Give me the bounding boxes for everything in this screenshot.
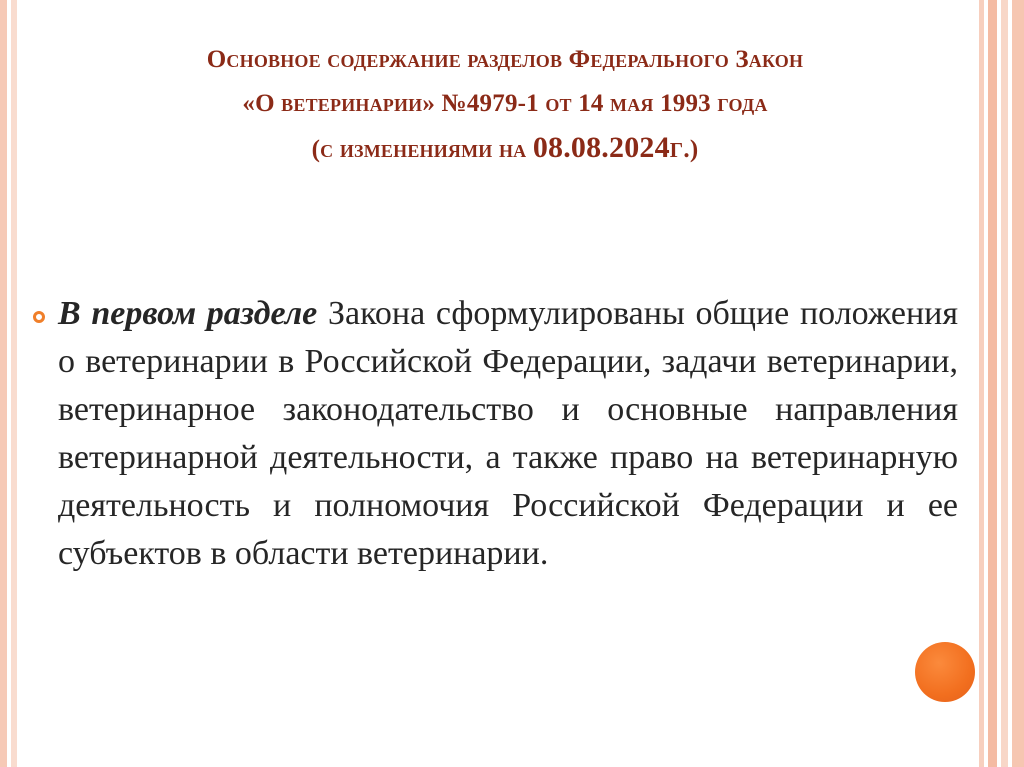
left-decor-stripe-outer	[0, 0, 7, 767]
bullet-item	[33, 290, 958, 578]
orange-circle-decoration	[915, 642, 975, 702]
ring-bullet-icon	[33, 311, 45, 323]
slide-title-line-3	[40, 126, 970, 172]
right-decor-stripe-c	[1001, 0, 1008, 767]
bullet-body-text: Закона сформулированы общие положения о ветеринарии в Российской Федерации, задачи ветеринарии, ветеринарное законодательство и основные направления ветеринарной деятельности, а также право на ветеринарную деятельность и полномочия Российской Федерации и ее субъектов в области ветеринарии.	[58, 295, 958, 572]
title-amendment-prefix: (с изменениями на	[311, 136, 533, 163]
slide-title-line-1: Основное содержание разделов Федерального Закон	[206, 46, 804, 73]
right-decor-stripe-d	[1012, 0, 1024, 767]
bullet-paragraph	[58, 290, 958, 578]
bullet-lead-text: В первом разделе	[58, 295, 318, 332]
slide-title	[40, 38, 970, 172]
title-amendment-date: 08.08.2024г	[532, 131, 684, 164]
title-amendment-suffix: .)	[683, 136, 699, 163]
slide-title-line-2: «О ветеринарии» №4979-1 от 14 мая 1993 года	[242, 90, 768, 117]
right-decor-stripe-b	[988, 0, 997, 767]
left-decor-stripe-inner	[11, 0, 17, 767]
right-decor-stripe-a	[979, 0, 984, 767]
